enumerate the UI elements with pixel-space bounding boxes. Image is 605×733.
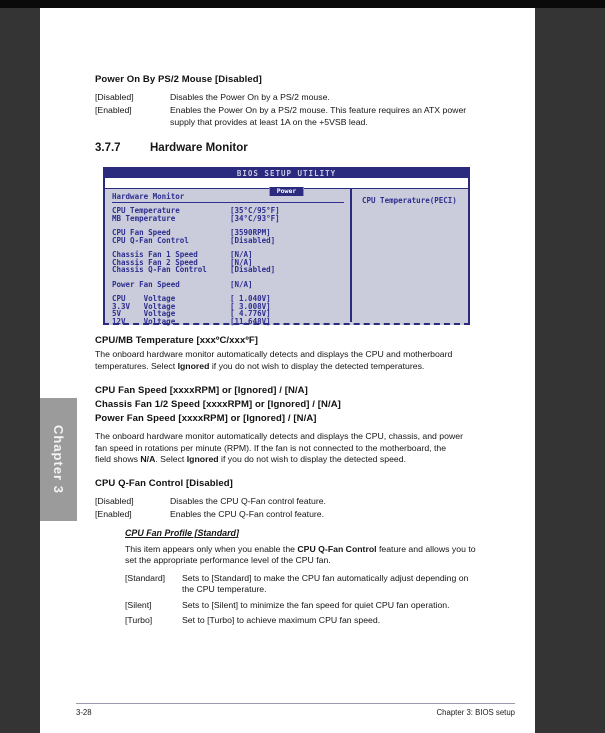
bios-row-value: [Disabled]	[230, 265, 276, 274]
paragraph-text: . Select	[155, 454, 187, 464]
fan-speed-heading-line: Power Fan Speed [xxxxRPM] or [Ignored] / [N/A]	[95, 413, 317, 424]
bios-row	[112, 281, 346, 289]
fan-speed-heading-line: Chassis Fan 1/2 Speed [xxxxRPM] or [Ignored] / [N/A]	[95, 399, 341, 410]
bios-row-label: 12V Voltage	[112, 316, 176, 326]
bios-pane-heading: Hardware Monitor	[112, 192, 185, 201]
definition-term: [Turbo]	[125, 615, 153, 625]
paragraph-text: if you do not wish to display the detected speed.	[218, 454, 406, 464]
paragraph-text: This item appears only when you enable the	[125, 543, 298, 554]
bios-right-pane	[352, 189, 468, 322]
definition-row	[95, 495, 520, 507]
manual-page	[40, 8, 535, 733]
paragraph-text: The onboard hardware monitor automatically detects and displays the CPU and motherboard temperatures. Select	[95, 349, 453, 371]
bios-row-value: [ 4.776V]	[230, 309, 271, 318]
fan-profile-definitions	[125, 573, 520, 627]
qfan-definitions	[95, 495, 520, 520]
fan-speed-heading-line: CPU Fan Speed [xxxxRPM] or [Ignored] / [N/A]	[95, 385, 308, 396]
scan-top-bar	[0, 0, 605, 8]
paragraph-text-bold: CPU Q-Fan Control	[297, 543, 377, 554]
bios-row-label: MB Temperature	[112, 213, 176, 223]
bios-screenshot	[103, 167, 470, 325]
definition-desc: Disables the Power On by a PS/2 mouse.	[170, 92, 330, 102]
bios-row-value: [N/A]	[230, 257, 253, 267]
section-title: Hardware Monitor	[150, 142, 248, 154]
bios-row-label: Chassis Fan 1 Speed	[112, 250, 198, 259]
fan-speed-heading-block	[95, 384, 520, 426]
qfan-heading: CPU Q-Fan Control [Disabled]	[95, 477, 233, 489]
bios-row-value: [3590RPM]	[230, 228, 271, 237]
definition-desc: Enables the Power On by a PS/2 mouse. This feature requires an ATX power supply that provides at least 1A on the +5VSB lead.	[170, 105, 467, 127]
bios-row-value: [Disabled]	[230, 235, 276, 245]
paragraph-text: The onboard hardware monitor automatically detects and displays the CPU, chassis, and power fan speed in rotations per minute (RPM). If the fan is not connected to the motherboard, the field shows	[95, 431, 463, 464]
bios-row	[112, 215, 346, 223]
definition-desc: Set to [Turbo] to achieve maximum CPU fan speed.	[182, 615, 381, 625]
page-content	[40, 8, 535, 627]
definition-term: [Disabled]	[95, 495, 134, 506]
definition-desc: Disables the CPU Q-Fan control feature.	[170, 495, 326, 506]
bios-row-value: [ 3.008V]	[230, 301, 271, 311]
bios-row-label: 3.3V Voltage	[112, 301, 176, 311]
definition-desc: Sets to [Silent] to minimize the fan speed for quiet CPU fan operation.	[182, 599, 450, 610]
definition-row	[95, 508, 520, 520]
paragraph-text: if you do not wish to display the detected temperatures.	[209, 360, 425, 371]
paragraph-text-bold: N/A	[140, 454, 156, 464]
section-heading-377	[95, 142, 520, 154]
bios-row-value: [N/A]	[230, 279, 253, 289]
bios-row-value: [34°C/93°F]	[230, 213, 280, 223]
bios-menu-bar	[105, 178, 468, 195]
bios-row-label: Power Fan Speed	[112, 279, 180, 289]
ps2-mouse-heading: Power On By PS/2 Mouse [Disabled]	[95, 74, 262, 85]
chapter-side-tab-label: Chapter 3	[51, 425, 66, 494]
bios-help-text: CPU Temperature(PECI)	[362, 196, 457, 205]
definition-term: [Enabled]	[95, 508, 132, 519]
bios-row-label: CPU Voltage	[112, 294, 176, 303]
bios-row-value: [35°C/95°F]	[230, 206, 280, 215]
bios-row-label: CPU Fan Speed	[112, 228, 171, 237]
page-footer	[76, 703, 515, 717]
bios-row-value: [11.648V]	[230, 316, 271, 326]
footer-page-number: 3-28	[76, 708, 92, 717]
ps2-mouse-definitions	[95, 91, 520, 128]
bios-row-label: 5V Voltage	[112, 309, 176, 318]
definition-row	[95, 91, 520, 103]
bios-tab-power: Power	[269, 187, 305, 196]
definition-row	[125, 573, 520, 596]
footer-chapter-title: Chapter 3: BIOS setup	[436, 708, 515, 717]
bios-row-label: Chassis Fan 2 Speed	[112, 257, 198, 267]
temperature-heading: CPU/MB Temperature [xxxºC/xxxºF]	[95, 335, 259, 346]
paragraph-text: feature and allows you to set the appropriate performance level of the CPU fan.	[125, 543, 476, 565]
fan-profile-paragraph	[125, 544, 477, 567]
definition-row	[95, 104, 520, 128]
definition-term: [Silent]	[125, 599, 152, 610]
definition-term: [Disabled]	[95, 92, 134, 102]
definition-desc: Sets to [Standard] to make the CPU fan automatically adjust depending on the CPU temperature.	[182, 572, 469, 594]
bios-row-label: CPU Temperature	[112, 206, 180, 215]
bios-row	[112, 318, 346, 326]
bios-row	[112, 266, 346, 274]
bios-title-bar: BIOS SETUP UTILITY	[105, 169, 468, 178]
definition-row	[125, 615, 520, 627]
paragraph-text-bold: Ignored	[186, 454, 219, 464]
chapter-side-tab	[40, 398, 77, 521]
fan-speed-paragraph	[95, 431, 463, 466]
bios-row	[112, 237, 346, 245]
temperature-paragraph	[95, 349, 487, 372]
bios-heading-rule	[112, 202, 344, 203]
bios-row-label: Chassis Q-Fan Control	[112, 265, 207, 274]
section-number: 3.7.7	[95, 142, 121, 154]
bios-left-pane	[105, 189, 352, 326]
definition-term: [Standard]	[125, 572, 166, 583]
bios-row-value: [N/A]	[230, 250, 253, 259]
definition-row	[125, 600, 520, 612]
definition-desc: Enables the CPU Q-Fan control feature.	[170, 508, 325, 519]
bios-body	[105, 189, 468, 326]
fan-profile-heading: CPU Fan Profile [Standard]	[125, 527, 239, 538]
bios-row-label: CPU Q-Fan Control	[112, 235, 189, 245]
bios-row-value: [ 1.040V]	[230, 294, 271, 303]
definition-term: [Enabled]	[95, 105, 132, 115]
paragraph-text-bold: Ignored	[177, 360, 210, 371]
